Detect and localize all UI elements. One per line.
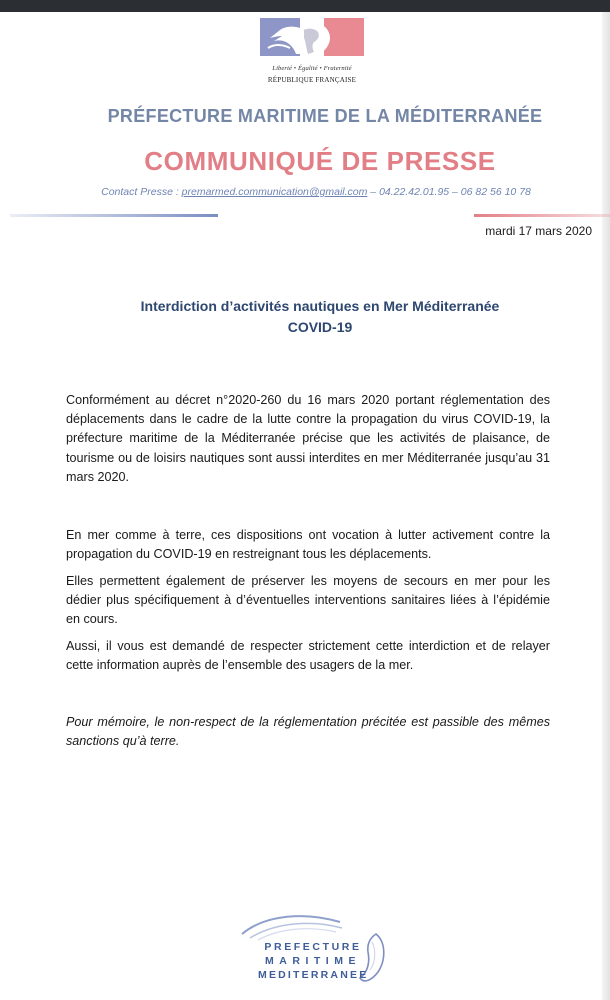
footer-logo-line-1: PREFECTURE: [264, 941, 362, 953]
marianne-logo: [260, 14, 364, 94]
window-top-bar: [0, 0, 610, 12]
footer-logo-line-2: MARITIME: [265, 955, 361, 967]
press-contact: [0, 186, 610, 198]
body-paragraph-1: Conformément au décret n°2020-260 du 16 mars 2020 portant réglementation des déplacements dans le cadre de la lutte contre la propagation du virus COVID-19, la préfecture maritime de la Méditerranée précise que les activités de plaisance, de tourisme ou de loisirs nautiques sont aussi interdites en mer Méditerranée jusqu’au 31 mars 2020.: [66, 393, 550, 484]
contact-email-link[interactable]: premarmed.communication@gmail.com: [181, 186, 368, 198]
release-date: mardi 17 mars 2020: [485, 224, 592, 238]
prefecture-title: PRÉFECTURE MARITIME DE LA MÉDITERRANÉE: [107, 106, 543, 126]
body-paragraph-4: Aussi, il vous est demandé de respecter strictement cette interdiction et de relayer cette information auprès de l’ensemble des usagers de la mer.: [66, 639, 550, 673]
logo-motto: Liberté • Égalité • Fraternité: [272, 65, 352, 72]
subject-line-2: COVID-19: [287, 319, 353, 335]
contact-phones: – 04.22.42.01.95 – 06 82 56 10 78: [367, 186, 531, 198]
divider-red: [474, 214, 610, 217]
marianne-flag-icon: [260, 14, 364, 60]
press-release-title: COMMUNIQUÉ DE PRESSE: [144, 146, 496, 176]
subject-line-1: Interdiction d’activités nautiques en Mer Méditerranée: [140, 298, 500, 314]
footer-logo-line-3: MEDITERRANEE: [258, 969, 369, 981]
body-paragraph-reminder: Pour mémoire, le non-respect de la réglementation précitée est passible des mêmes sanctions qu’à terre.: [66, 715, 550, 749]
divider-blue: [10, 214, 218, 217]
contact-label: Contact Presse :: [101, 186, 182, 198]
prefecture-maritime-logo: [236, 908, 396, 990]
body-paragraph-2: En mer comme à terre, ces dispositions ont vocation à lutter activement contre la propagation du COVID-19 en restreignant tous les déplacements.: [66, 528, 550, 562]
body-paragraph-3: Elles permettent également de préserver les moyens de secours en mer pour les dédier plus spécifiquement à d’éventuelles interventions sanitaires liées à l’épidémie en cours.: [66, 574, 550, 627]
logo-republic: RÉPUBLIQUE FRANÇAISE: [267, 76, 357, 84]
subject-heading: [0, 296, 610, 338]
